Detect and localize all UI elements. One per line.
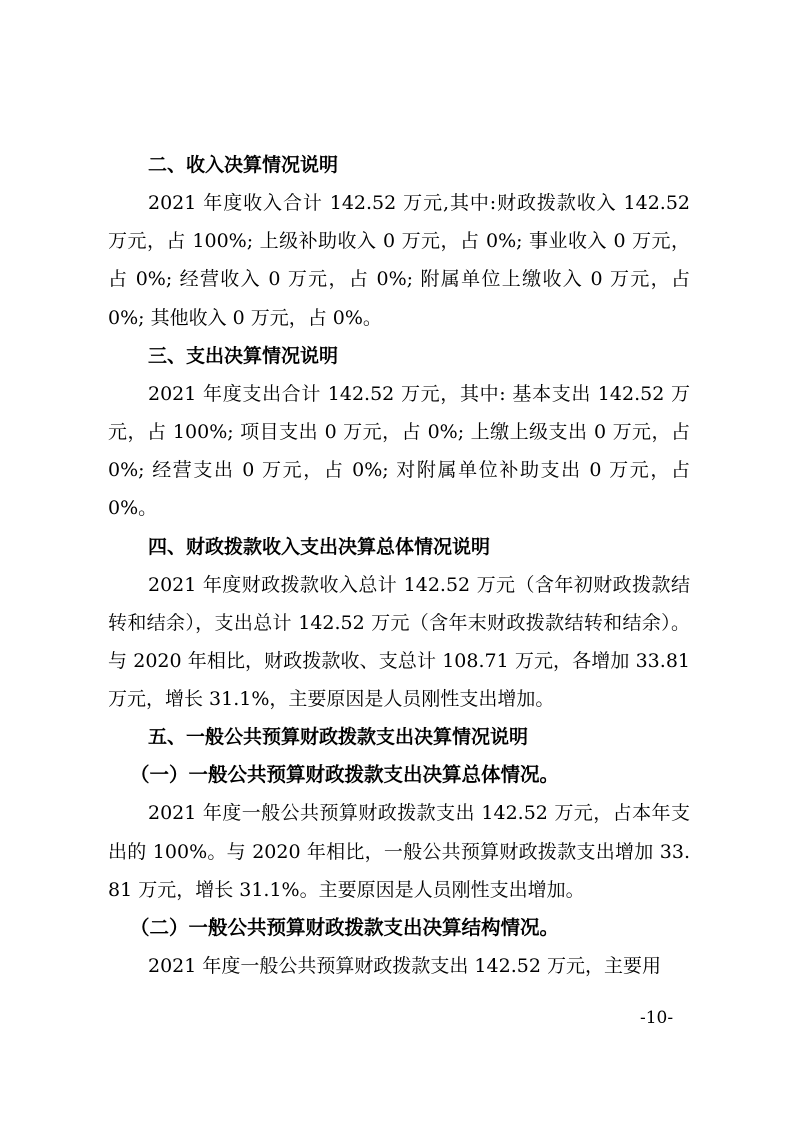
subsection-paragraph-overall: 2021 年度一般公共预算财政拨款支出 142.52 万元，占本年支出的 100%。与 2020 年相比，一般公共预算财政拨款支出增加 33.81 万元，增长 31.1%。主要原因是人员刚性支出增加。: [108, 802, 690, 901]
section-heading-expenditure: 三、支出决算情况说明: [148, 344, 339, 367]
subsection-paragraph-structure: 2021 年度一般公共预算财政拨款支出 142.52 万元，主要用: [148, 955, 661, 978]
section-heading-fiscal-overview: 四、财政拨款收入支出决算总体情况说明: [148, 535, 491, 558]
section-heading-income: 二、收入决算情况说明: [148, 154, 339, 176]
document-body: [108, 146, 690, 985]
subsection-heading-overall: （一）一般公共预算财政拨款支出决算总体情况。: [130, 763, 560, 787]
page-number: -10-: [640, 1008, 674, 1028]
section-paragraph-income: 2021 年度收入合计 142.52 万元,其中:财政拨款收入 142.52 万元，占 100%; 上级补助收入 0 万元，占 0%; 事业收入 0 万元，占 0%; 经营收入 0 万元，占 0%; 附属单位上缴收入 0 万元，占 0%; 其他收入 0 万元，占 0%。: [108, 192, 690, 329]
subsection-heading-structure: （二）一般公共预算财政拨款支出决算结构情况。: [130, 916, 560, 940]
section-paragraph-fiscal-overview: 2021 年度财政拨款收入总计 142.52 万元（含年初财政拨款结转和结余），支出总计 142.52 万元（含年末财政拨款结转和结余）。与 2020 年相比，财政拨款收、支总计 108.71 万元，各增加 33.81 万元，增长 31.1%，主要原因是人员刚性支出增加。: [108, 573, 690, 711]
section-paragraph-expenditure: 2021 年度支出合计 142.52 万元，其中: 基本支出 142.52 万元，占 100%; 项目支出 0 万元，占 0%; 上缴上级支出 0 万元，占 0%; 经营支出 0 万元，占 0%; 对附属单位补助支出 0 万元，占 0%。: [108, 382, 690, 520]
section-heading-general-budget: 五、一般公共预算财政拨款支出决算情况说明: [148, 726, 529, 749]
